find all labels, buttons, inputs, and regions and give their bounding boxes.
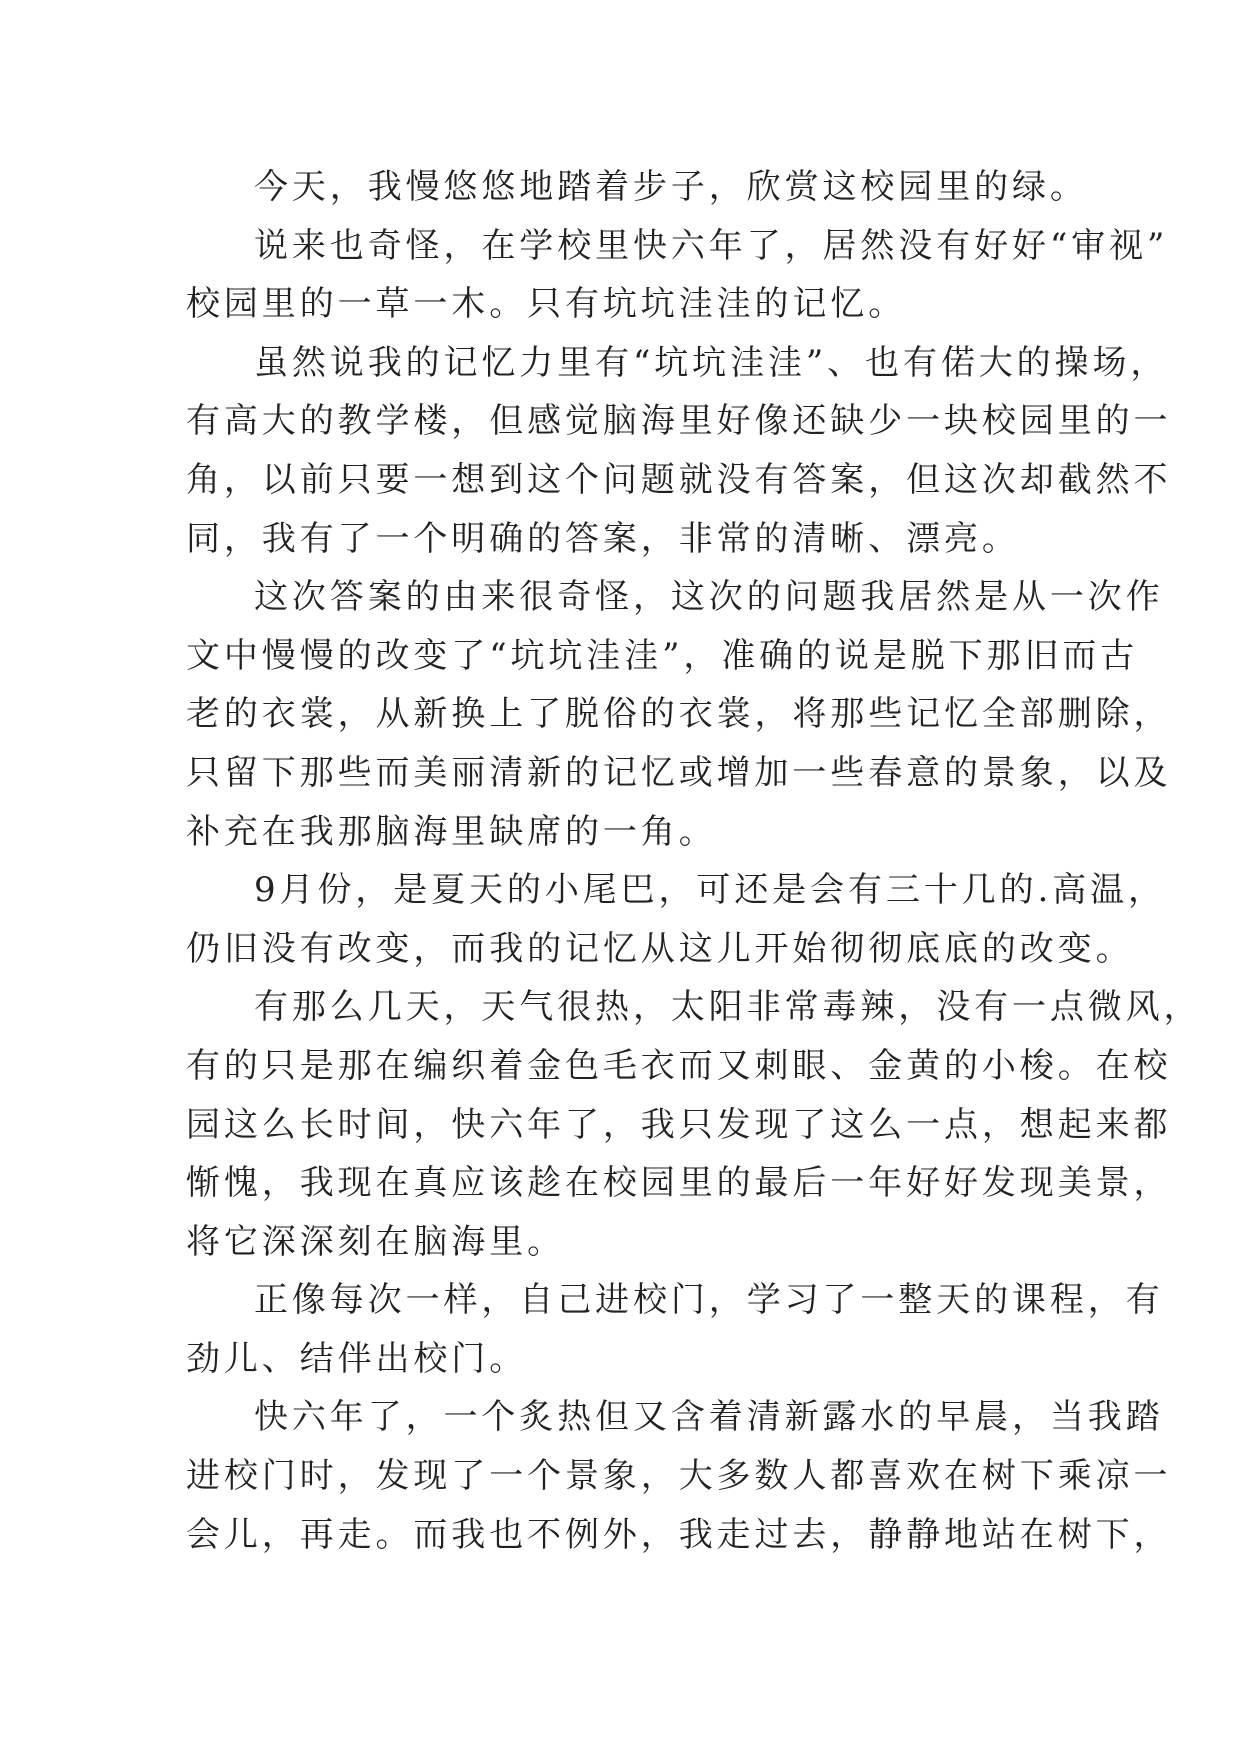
text-line: 说来也奇怪，在学校里快六年了，居然没有好好“审视” — [254, 225, 1169, 266]
essay-text — [186, 158, 1202, 1564]
text-line: 9月份，是夏天的小尾巴，可还是会有三十几的.高温， — [254, 870, 1166, 911]
text-line: 有高大的教学楼，但感觉脑海里好像还缺少一块校园里的一 — [186, 401, 1172, 442]
text-line: 有那么几天，天气很热，太阳非常毒辣，没有一点微风， — [254, 987, 1202, 1028]
text-line: 惭愧，我现在真应该趁在校园里的最后一年好好发现美景， — [186, 1163, 1172, 1204]
text-line: 园这么长时间，快六年了，我只发现了这么一点，想起来都 — [186, 1104, 1172, 1145]
text-line: 只留下那些而美丽清新的记忆或增加一些春意的景象，以及 — [186, 752, 1172, 793]
text-line: 同，我有了一个明确的答案，非常的清晰、漂亮。 — [186, 518, 1020, 559]
text-line: 正像每次一样，自己进校门，学习了一整天的课程，有 — [254, 1280, 1164, 1321]
text-line: 校园里的一草一木。只有坑坑洼洼的记忆。 — [186, 284, 907, 325]
text-line: 老的衣裳，从新换上了脱俗的衣裳，将那些记忆全部删除， — [186, 694, 1172, 735]
text-line: 劲儿、结伴出校门。 — [186, 1338, 528, 1379]
text-line: 会儿，再走。而我也不例外，我走过去，静静地站在树下， — [186, 1514, 1172, 1555]
text-line: 虽然说我的记忆力里有“坑坑洼洼”、也有偌大的操场， — [254, 342, 1169, 383]
text-line: 进校门时，发现了一个景象，大多数人都喜欢在树下乘凉一 — [186, 1456, 1172, 1497]
text-line: 这次答案的由来很奇怪，这次的问题我居然是从一次作 — [254, 577, 1164, 618]
text-line: 快六年了，一个炙热但又含着清新露水的早晨，当我踏 — [254, 1397, 1164, 1438]
text-line: 文中慢慢的改变了“坑坑洼洼”，准确的说是脱下那旧而古 — [186, 635, 1139, 676]
text-line: 将它深深刻在脑海里。 — [186, 1221, 565, 1262]
text-line: 仍旧没有改变，而我的记忆从这儿开始彻彻底底的改变。 — [186, 928, 1134, 969]
text-line: 今天，我慢悠悠地踏着步子，欣赏这校园里的绿。 — [254, 167, 1088, 207]
text-line: 补充在我那脑海里缺席的一角。 — [186, 811, 717, 852]
text-line: 角，以前只要一想到这个问题就没有答案，但这次却截然不 — [186, 459, 1172, 500]
text-line: 有的只是那在编织着金色毛衣而又刺眼、金黄的小梭。在校 — [186, 1045, 1172, 1086]
